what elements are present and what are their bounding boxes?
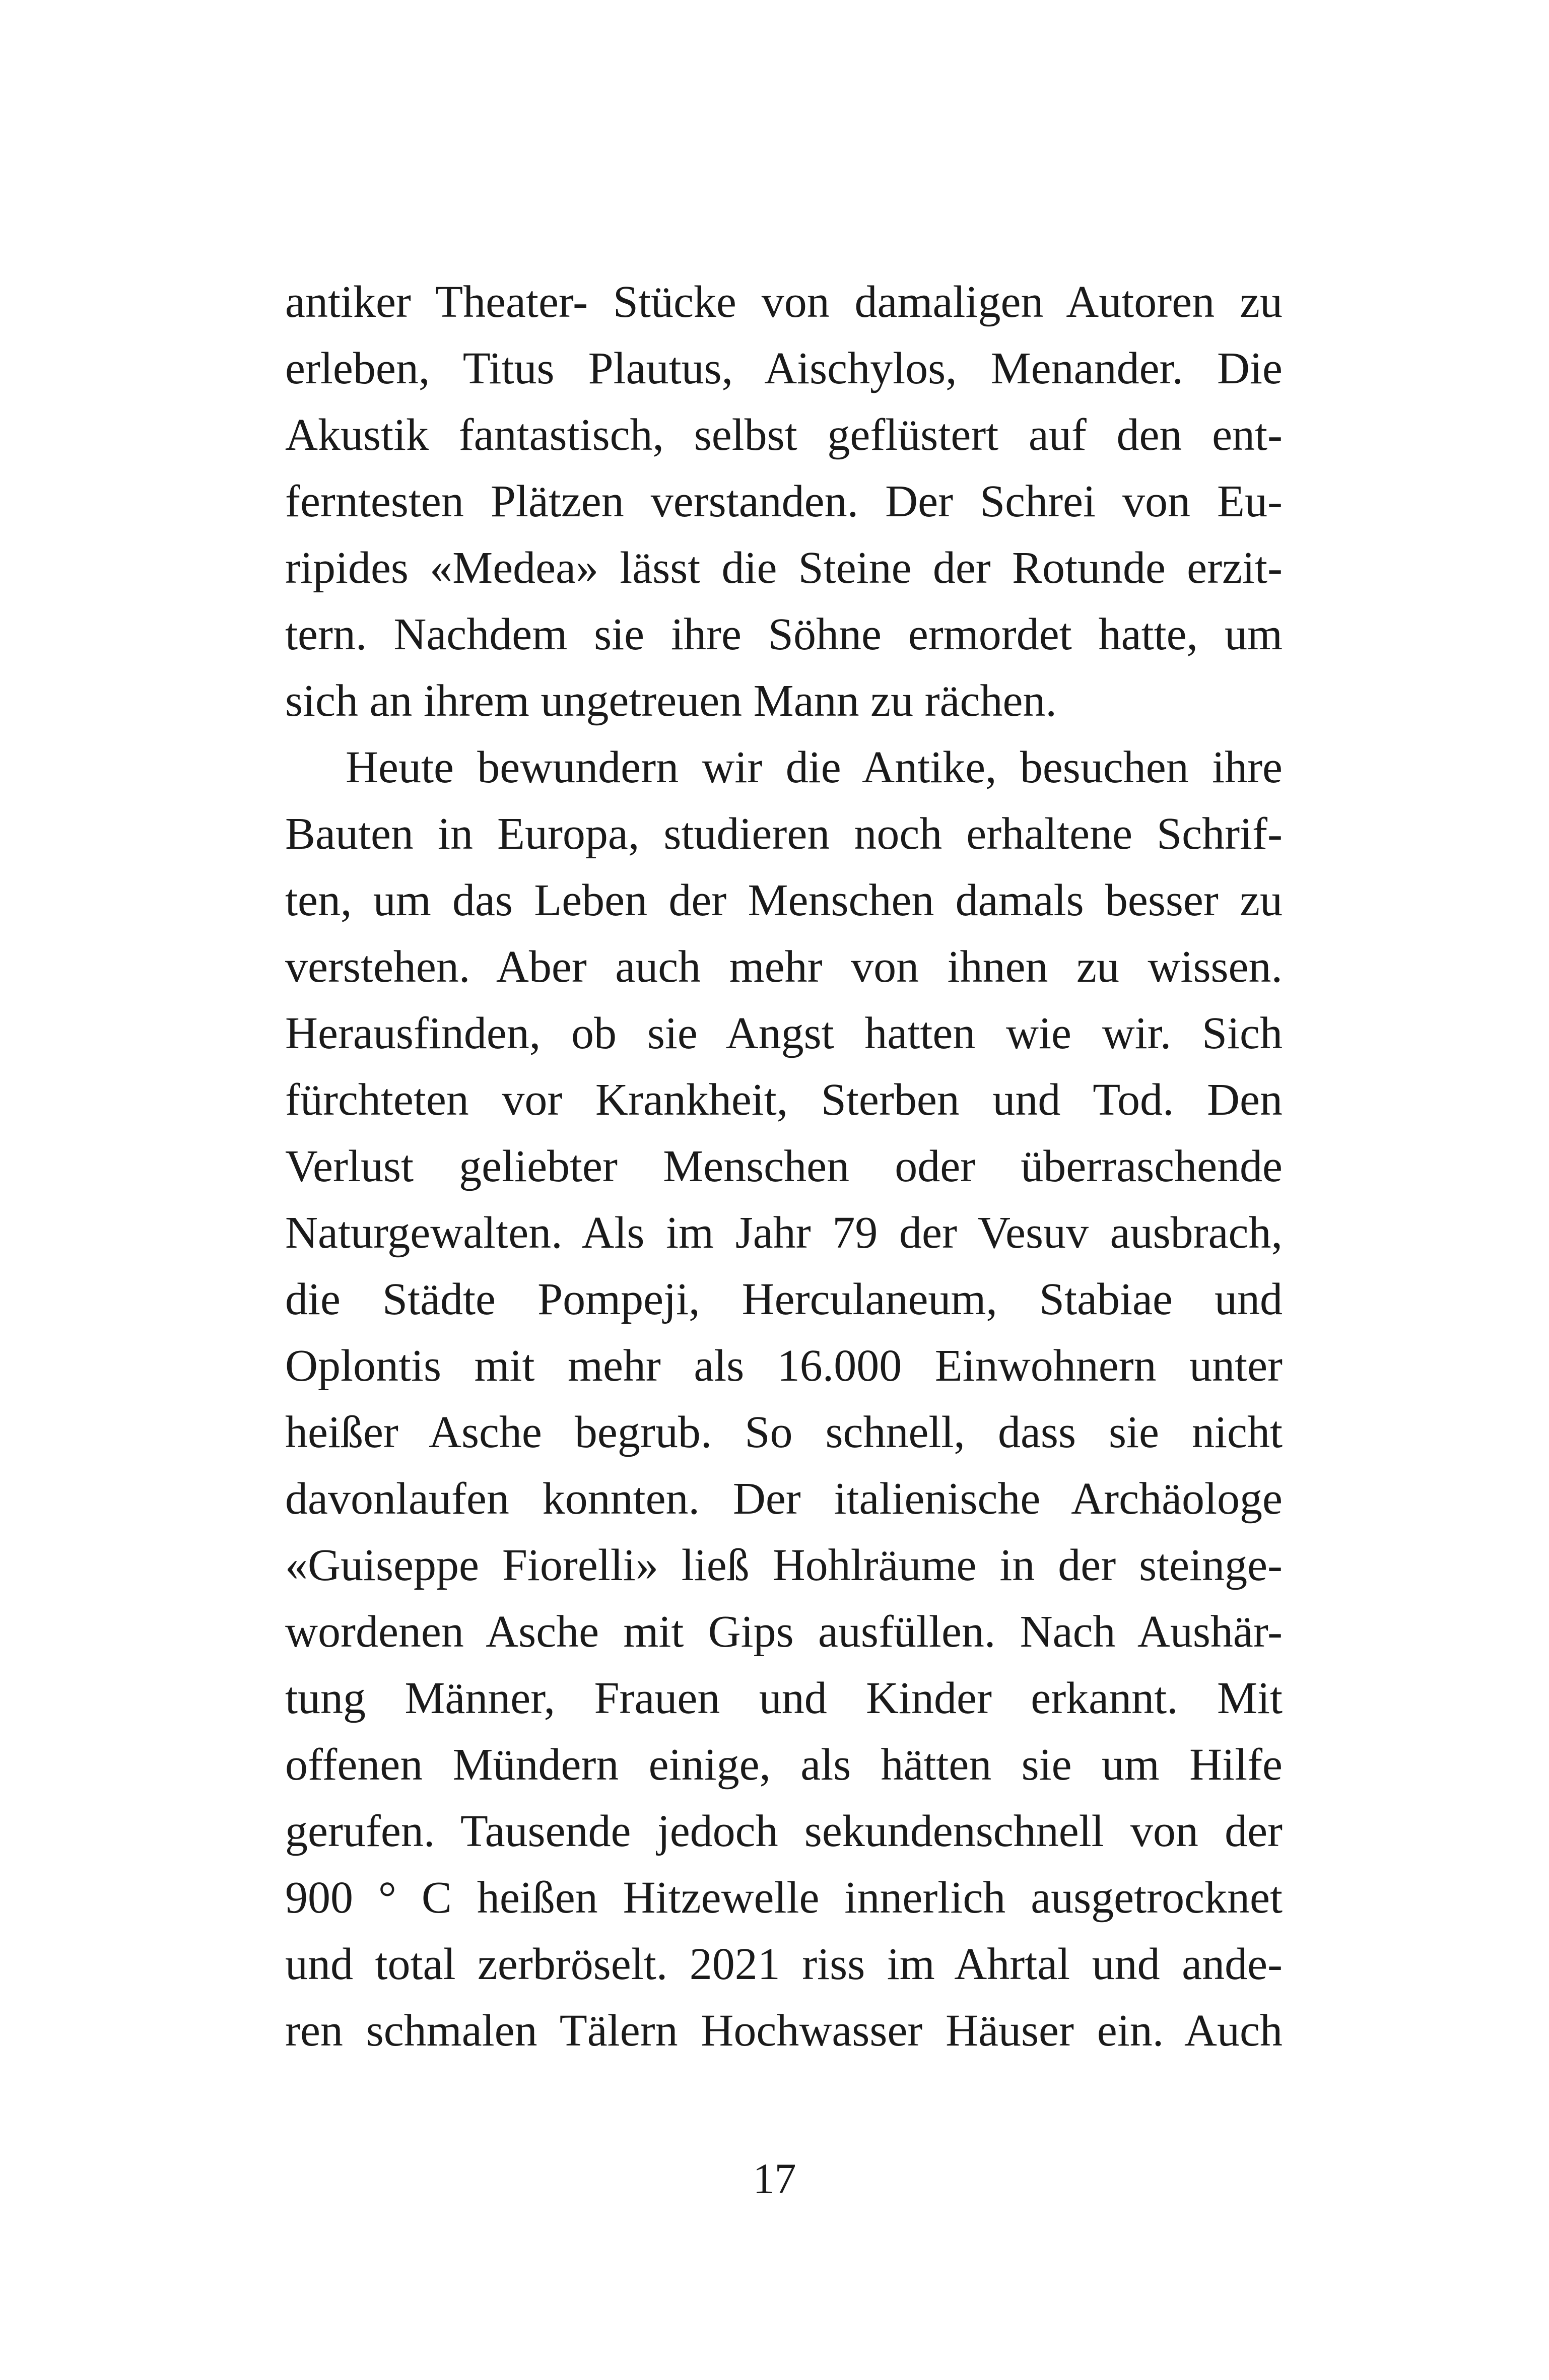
text-line: antiker Theater- Stücke von damaligen Autoren zu (285, 277, 1283, 327)
text-line: ferntesten Plätzen verstanden. Der Schrei von Eu- (285, 477, 1283, 526)
text-line: «Guiseppe Fiorelli» ließ Hohlräume in der steinge- (285, 1540, 1283, 1590)
text-line: tern. Nachdem sie ihre Söhne ermordet hatte, um (285, 609, 1283, 659)
text-line: tung Männer, Frauen und Kinder erkannt. Mit (285, 1673, 1283, 1723)
text-line: offenen Mündern einige, als hätten sie um Hilfe (285, 1740, 1283, 1790)
text-line: ren schmalen Tälern Hochwasser Häuser ein. Auch (285, 2006, 1283, 2056)
text-line: Naturgewalten. Als im Jahr 79 der Vesuv ausbrach, (285, 1208, 1283, 1258)
text-line: Herausfinden, ob sie Angst hatten wie wir. Sich (285, 1008, 1283, 1058)
text-line: 900 ° C heißen Hitzewelle innerlich ausgetrocknet (285, 1873, 1283, 1923)
text-line: sich an ihrem ungetreuen Mann zu rächen. (285, 676, 1057, 726)
text-line: gerufen. Tausende jedoch sekundenschnell von der (285, 1806, 1283, 1856)
page-number: 17 (753, 2154, 796, 2203)
text-line: wordenen Asche mit Gips ausfüllen. Nach Aushär- (285, 1607, 1283, 1657)
text-line: Oplontis mit mehr als 16.000 Einwohnern unter (285, 1341, 1283, 1391)
body-text (285, 269, 1283, 2064)
text-line: heißer Asche begrub. So schnell, dass sie nicht (285, 1407, 1283, 1457)
text-line: fürchteten vor Krankheit, Sterben und Tod. Den (285, 1075, 1283, 1125)
text-line: die Städte Pompeji, Herculaneum, Stabiae und (285, 1274, 1283, 1324)
text-line: davonlaufen konnten. Der italienische Archäologe (285, 1474, 1283, 1524)
text-line: Heute bewundern wir die Antike, besuchen ihre (346, 742, 1283, 792)
text-line: Verlust geliebter Menschen oder überraschende (285, 1141, 1283, 1191)
text-line: Bauten in Europa, studieren noch erhaltene Schrif- (285, 809, 1283, 859)
text-line: erleben, Titus Plautus, Aischylos, Menander. Die (285, 344, 1283, 393)
text-line: ripides «Medea» lässt die Steine der Rotunde erzit- (285, 543, 1283, 593)
text-line: ten, um das Leben der Menschen damals besser zu (285, 875, 1283, 925)
text-line: Akustik fantastisch, selbst geflüstert auf den ent- (285, 410, 1283, 460)
text-line: verstehen. Aber auch mehr von ihnen zu wissen. (285, 942, 1283, 992)
text-line: und total zerbröselt. 2021 riss im Ahrtal und ande- (285, 1939, 1283, 1989)
